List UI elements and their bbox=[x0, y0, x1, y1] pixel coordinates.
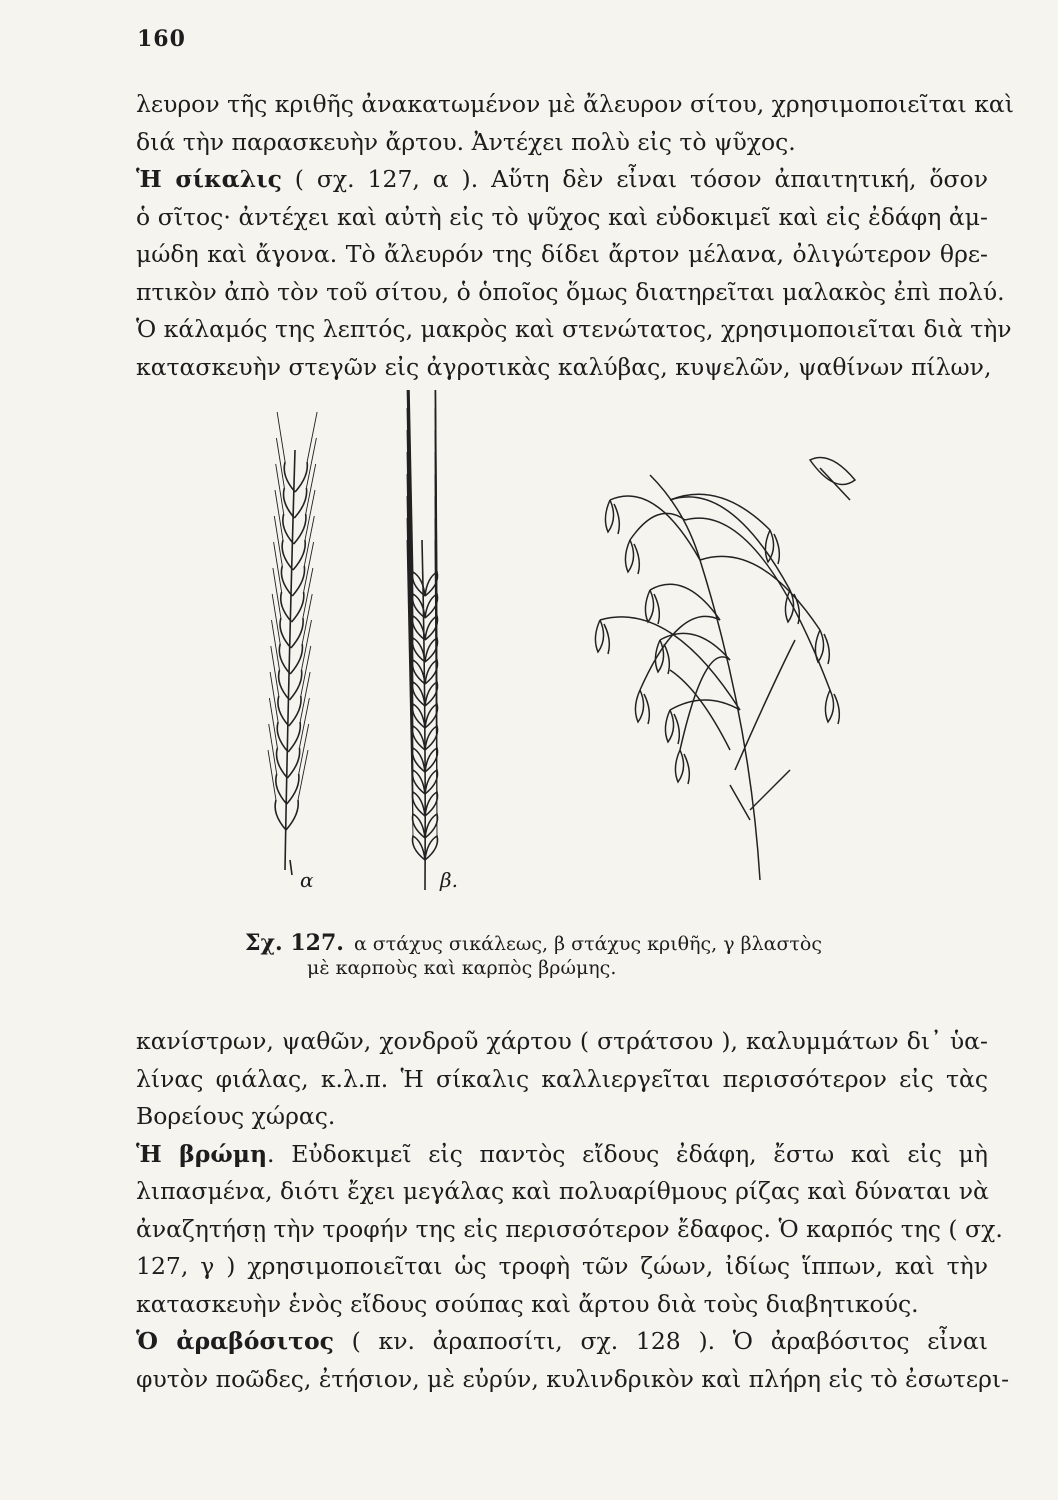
text-run: κατασκευὴν ἑνὸς εἴδους σούπας καὶ ἄρτου διὰ τοὺς διαβητικούς. bbox=[136, 1289, 919, 1318]
oat-spikelet bbox=[634, 544, 639, 574]
rye-spikelet bbox=[277, 722, 288, 752]
rye-spikelet bbox=[295, 462, 307, 492]
text-line bbox=[136, 274, 1005, 312]
barley-grain bbox=[413, 770, 426, 794]
rye-spikelet bbox=[289, 696, 301, 726]
figure-caption bbox=[245, 930, 965, 979]
text-run: Βορείους χώρας. bbox=[136, 1102, 336, 1130]
rye-spikelet bbox=[277, 748, 288, 778]
rye-spikelet bbox=[287, 748, 299, 778]
heading-term: Ἡ σίκαλις bbox=[136, 165, 282, 193]
text-run: ( κν. ἀραποσίτι, σχ. 128 ). Ὁ ἀραβόσιτος εἶναι bbox=[333, 1327, 989, 1355]
text-run: 127, γ ) χρησιμοποιεῖται ὡς τροφὴ τῶν ζώων, ἰδίως ἵππων, καὶ τὴν bbox=[136, 1252, 988, 1280]
text-line bbox=[136, 1098, 988, 1136]
barley-ear-drawing bbox=[407, 390, 438, 890]
oat-spikelet bbox=[665, 710, 673, 742]
text-line bbox=[136, 1061, 988, 1099]
page-number: 160 bbox=[137, 26, 186, 52]
rye-spikelet bbox=[290, 670, 302, 700]
text-run: πτικὸν ἀπὸ τὸν τοῦ σίτου, ὁ ὁποῖος ὅμως διατηρεῖται μαλακὸς ἐπὶ πολύ. bbox=[136, 277, 1005, 306]
oat-spikelet bbox=[825, 690, 833, 722]
oat-spikelet bbox=[675, 750, 683, 782]
text-line bbox=[136, 1136, 988, 1174]
rye-spikelet bbox=[276, 774, 287, 804]
text-line bbox=[136, 236, 988, 274]
rye-awn bbox=[269, 724, 277, 774]
text-run: κανίστρων, ψαθῶν, χονδροῦ χάρτου ( στράτσου ), καλυμμάτων δι᾽ ὑα- bbox=[136, 1027, 988, 1055]
oat-branch bbox=[630, 513, 685, 540]
text-run: ὁ σῖτος· ἀντέχει καὶ αὐτὴ εἰς τὸ ψῦχος καὶ εὐδοκιμεῖ καὶ εἰς ἐδάφη ἀμ- bbox=[136, 202, 988, 231]
barley-grain bbox=[413, 638, 426, 662]
figure-label-a: α bbox=[300, 868, 314, 892]
heading-term: Ὁ ἀραβόσιτος bbox=[136, 1327, 334, 1355]
text-run: ἀναζητήσῃ τὴν τροφήν της εἰς περισσότερον ἔδαφος. Ὁ καρπός της ( σχ. bbox=[136, 1214, 1003, 1243]
barley-grain bbox=[425, 836, 438, 860]
rye-awn bbox=[307, 412, 317, 462]
text-run: λίνας φιάλας, κ.λ.π. Ἡ σίκαλις καλλιεργεῖται περισσότερον εἰς τὰς bbox=[136, 1064, 988, 1093]
oat-spikelet bbox=[815, 630, 823, 662]
rye-awn bbox=[272, 594, 280, 644]
rye-spikelet bbox=[288, 722, 300, 752]
barley-grain bbox=[425, 726, 438, 750]
oat-branch bbox=[610, 496, 700, 560]
barley-grain bbox=[413, 726, 426, 750]
text-run: φυτὸν ποῶδες, ἐτήσιον, μὲ εὐρύν, κυλινδρικὸν καὶ πλήρη εἰς τὸ ἐσωτερι- bbox=[136, 1364, 1010, 1393]
oat-spikelet bbox=[824, 634, 829, 664]
figure-label-b: β. bbox=[440, 868, 458, 892]
rye-awn bbox=[274, 516, 282, 566]
barley-grain bbox=[413, 836, 426, 860]
text-line bbox=[136, 1361, 1010, 1399]
barley-grain bbox=[413, 792, 426, 816]
oat-spikelet bbox=[644, 694, 649, 724]
rye-awn bbox=[273, 568, 281, 618]
caption-line-1: α στάχυς σικάλεως, β στάχυς κριθῆς, γ βλαστὸς bbox=[353, 933, 823, 955]
rye-spikelet bbox=[286, 800, 298, 830]
oat-stalk-drawing bbox=[595, 458, 855, 881]
text-run: ( σχ. 127, α ). Αὕτη δὲν εἶναι τόσον ἀπαιτητική, ὅσον bbox=[281, 165, 988, 193]
oat-spikelet bbox=[614, 504, 619, 534]
text-line bbox=[136, 124, 988, 162]
oat-spikelet bbox=[674, 714, 679, 744]
caption-line-2: μὲ καρποὺς καὶ καρπὸς βρώμης. bbox=[307, 957, 617, 979]
rye-spikelet bbox=[292, 566, 304, 596]
rye-awn bbox=[272, 620, 280, 670]
oat-branch bbox=[670, 494, 770, 530]
figure-number: Σχ. 127. bbox=[245, 930, 344, 956]
rye-awn bbox=[276, 464, 284, 514]
barley-grain bbox=[425, 704, 438, 728]
oat-spikelet bbox=[595, 620, 603, 652]
figure-127-illustration bbox=[230, 390, 990, 910]
rye-awn bbox=[276, 438, 284, 488]
rye-spikelet bbox=[275, 800, 286, 830]
text-run: . Εὐδοκιμεῖ εἰς παντὸς εἴδους ἐδάφη, ἔστω καὶ εἰς μὴ bbox=[267, 1139, 988, 1168]
text-line bbox=[136, 1173, 988, 1211]
oat-spikelet bbox=[654, 594, 659, 624]
rye-spikelet bbox=[291, 618, 303, 648]
oat-spikelet bbox=[604, 624, 609, 654]
barley-grain bbox=[413, 704, 426, 728]
barley-grain bbox=[413, 748, 426, 772]
barley-grain bbox=[413, 814, 426, 838]
oat-spikelet bbox=[605, 500, 613, 532]
rye-spikelet bbox=[294, 514, 306, 544]
text-line bbox=[136, 349, 992, 387]
text-run: κατασκευὴν στεγῶν εἰς ἀγροτικὰς καλύβας, κυψελῶν, ψαθίνων πίλων, bbox=[136, 352, 992, 381]
text-line bbox=[136, 1323, 988, 1361]
text-line bbox=[136, 161, 988, 199]
barley-grain bbox=[425, 814, 438, 838]
rye-awn bbox=[275, 490, 283, 540]
oat-spikelet bbox=[774, 534, 779, 564]
rye-awn bbox=[277, 412, 285, 462]
text-block-bottom bbox=[136, 1023, 1010, 1398]
rye-awn bbox=[270, 672, 278, 722]
text-block-top bbox=[136, 86, 1015, 386]
rye-spikelet bbox=[287, 774, 299, 804]
oat-spikelet bbox=[635, 690, 643, 722]
rye-spikelet bbox=[294, 488, 306, 518]
oat-spikelet bbox=[645, 590, 653, 622]
text-line bbox=[136, 311, 1012, 349]
text-line bbox=[136, 1248, 988, 1286]
barley-grain bbox=[413, 682, 426, 706]
oat-spikelet bbox=[664, 644, 669, 674]
barley-grain bbox=[425, 748, 438, 772]
rye-awn bbox=[274, 542, 282, 592]
oat-spikelet bbox=[834, 694, 839, 724]
barley-grain bbox=[413, 660, 426, 684]
rye-spikelet bbox=[293, 540, 305, 570]
text-line bbox=[136, 1211, 1003, 1249]
rye-awn bbox=[269, 698, 277, 748]
rye-awn bbox=[268, 750, 276, 800]
oat-spikelet bbox=[684, 754, 689, 784]
text-line bbox=[136, 86, 1015, 124]
text-run: λευρον τῆς κριθῆς ἀνακατωμένον μὲ ἄλευρον σίτου, χρησιμοποιεῖται καὶ bbox=[136, 90, 1015, 118]
rye-spikelet bbox=[290, 644, 302, 674]
text-line bbox=[136, 1023, 988, 1061]
rye-spikelet bbox=[292, 592, 304, 622]
text-run: διά τὴν παρασκευὴν ἄρτου. Ἀντέχει πολὺ εἰς τὸ ψῦχος. bbox=[136, 127, 796, 156]
oat-spikelet bbox=[625, 540, 633, 572]
rye-ear-drawing bbox=[268, 412, 317, 875]
text-line bbox=[136, 199, 988, 237]
oat-branch bbox=[670, 700, 740, 710]
barley-grain bbox=[425, 792, 438, 816]
heading-term: Ἡ βρώμη bbox=[136, 1139, 268, 1168]
barley-grain bbox=[425, 770, 438, 794]
rye-awn bbox=[271, 646, 279, 696]
text-run: μώδη καὶ ἄγονα. Τὸ ἄλευρόν της δίδει ἄρτον μέλανα, ὀλιγώτερον θρε- bbox=[136, 240, 988, 268]
oat-branch bbox=[640, 616, 720, 690]
text-run: Ὁ κάλαμός της λεπτός, μακρὸς καὶ στενώτατος, χρησιμοποιεῖται διὰ τὴν bbox=[136, 315, 1012, 343]
text-line bbox=[136, 1286, 988, 1324]
text-run: λιπασμένα, διότι ἔχει μεγάλας καὶ πολυαρίθμους ρίζας καὶ δύναται νὰ bbox=[136, 1177, 989, 1205]
